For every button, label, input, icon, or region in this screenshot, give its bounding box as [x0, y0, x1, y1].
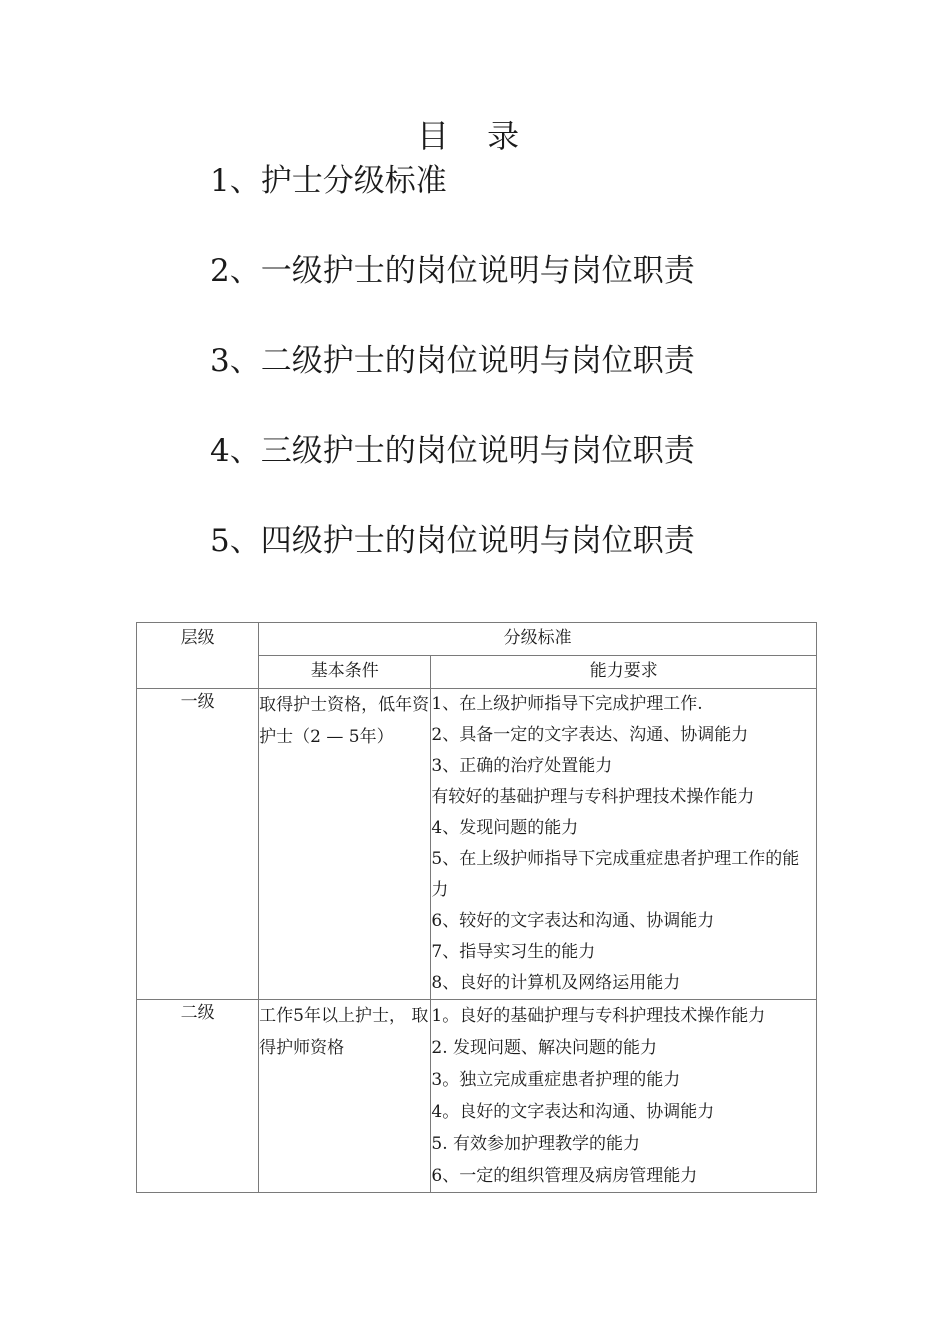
ability-list	[431, 1000, 817, 1193]
basic-conditions-cell: 取得护士资格，低年资护士（2 — 5年）	[259, 689, 431, 1000]
ability-item: 6、较好的文字表达和沟通、协调能力	[431, 911, 715, 931]
ability-item: 5. 有效参加护理教学的能力	[431, 1134, 641, 1154]
table-of-contents	[210, 158, 695, 608]
toc-item: 4、三级护士的岗位说明与岗位职责	[210, 433, 695, 469]
ability-item: 8、良好的计算机及网络运用能力	[431, 973, 681, 993]
level-cell: 二级	[137, 1000, 259, 1193]
toc-item: 1、护士分级标准	[210, 163, 447, 199]
ability-item: 4、发现问题的能力	[431, 818, 579, 838]
nurse-grading-table	[136, 622, 817, 1193]
toc-item: 3、二级护士的岗位说明与岗位职责	[210, 343, 695, 379]
basic-conditions-cell: 工作5年以上护士， 取得护师资格	[259, 1000, 431, 1193]
ability-item: 3。独立完成重症患者护理的能力	[431, 1070, 681, 1090]
ability-item: 1。良好的基础护理与专科护理技术操作能力	[431, 1006, 766, 1026]
ability-item: 5、在上级护师指导下完成重症患者护理工作的能力	[431, 849, 800, 900]
toc-item: 5、四级护士的岗位说明与岗位职责	[210, 523, 695, 559]
ability-item: 3、正确的治疗处置能力	[431, 756, 613, 776]
page-title: 目 录	[416, 117, 534, 155]
ability-item: 6、一定的组织管理及病房管理能力	[431, 1166, 698, 1186]
table-row	[137, 1000, 817, 1193]
header-ability-requirements: 能力要求	[431, 656, 817, 689]
ability-item: 2、具备一定的文字表达、沟通、协调能力	[431, 725, 749, 745]
ability-item: 7、指导实习生的能力	[431, 942, 596, 962]
header-standard: 分级标准	[259, 623, 817, 656]
header-level: 层级	[137, 623, 259, 689]
ability-item: 2. 发现问题、解决问题的能力	[431, 1038, 658, 1058]
ability-item: 4。良好的文字表达和沟通、协调能力	[431, 1102, 715, 1122]
ability-item: 有较好的基础护理与专科护理技术操作能力	[431, 787, 755, 807]
level-cell: 一级	[137, 689, 259, 1000]
ability-item: 1、在上级护师指导下完成护理工作.	[431, 694, 703, 714]
ability-list	[431, 689, 817, 1000]
header-basic-conditions: 基本条件	[259, 656, 431, 689]
table-row	[137, 689, 817, 1000]
toc-item: 2、一级护士的岗位说明与岗位职责	[210, 253, 695, 289]
